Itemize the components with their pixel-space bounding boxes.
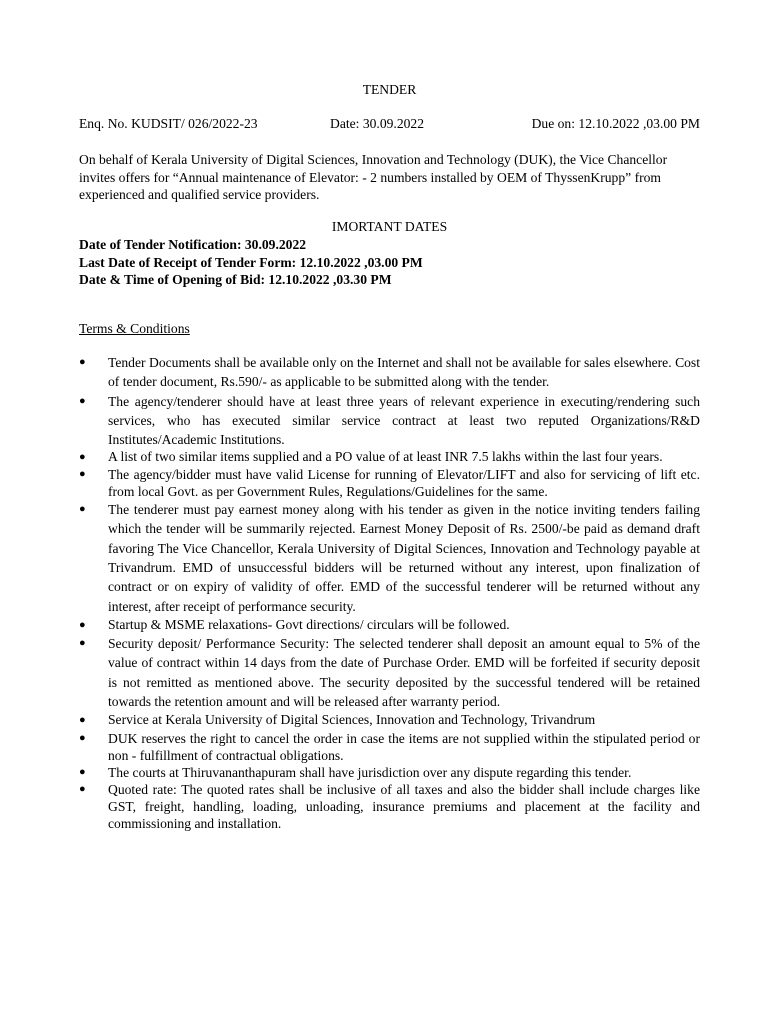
enquiry-header-row [79,115,700,133]
terms-item [79,764,700,781]
terms-list [79,353,700,832]
terms-item-text: Security deposit/ Performance Security: The selected tenderer shall deposit an amount equal to 5% of the value of contract within 14 days from the date of Purchase Order. EMD will be forfeited if security deposit is not remitted as mentioned above. The security deposited by the successful tendered will be retained towards the retention amount and will be released after warranty period. [108,636,700,710]
terms-item [79,500,700,616]
terms-item-text: Tender Documents shall be available only on the Internet and shall not be available for sales elsewhere. Cost of tender document, Rs.590/- as applicable to be submitted along with the tender. [108,355,700,390]
document-title: TENDER [362,82,417,97]
intro-paragraph: On behalf of Kerala University of Digital Sciences, Innovation and Technology (DUK), the Vice Chancellor invites offers for “Annual maintenance of Elevator: - 2 numbers installed by OEM of ThyssenKrupp” from experienced and qualified service providers. [79,152,668,202]
bullet-icon: ● [79,765,86,778]
bullet-icon: ● [79,618,86,631]
terms-item-text: The agency/bidder must have valid License for running of Elevator/LIFT and also for servicing of lift etc. from local Govt. as per Government Rules, Regulations/Guidelines for the same. [108,467,700,500]
important-date-item: Date of Tender Notification: 30.09.2022 [79,237,307,252]
bullet-icon: ● [79,714,86,727]
important-date-item: Last Date of Receipt of Tender Form: 12.10.2022 ,03.00 PM [79,254,423,270]
terms-item-text: The courts at Thiruvananthapuram shall have jurisdiction over any dispute regarding this tender. [108,764,632,780]
bullet-icon: ● [79,356,86,368]
terms-item-text: Startup & MSME relaxations- Govt directions/ circulars will be followed. [108,616,510,632]
terms-item [79,616,700,634]
terms-item [79,634,700,711]
terms-item-text: DUK reserves the right to cancel the order in case the items are not supplied within the stipulated period or non - fulfillment of contractual obligations. [108,730,700,763]
terms-item-text: A list of two similar items supplied and a PO value of at least INR 7.5 lakhs within the last four years. [108,449,663,465]
terms-item-text: Service at Kerala University of Digital Sciences, Innovation and Technology, Trivandrum [108,712,596,728]
bullet-icon: ● [79,782,86,795]
enquiry-due-date: Due on: 12.10.2022 ,03.00 PM [531,116,700,131]
terms-title: Terms & Conditions [79,321,190,336]
bullet-icon: ● [79,503,86,516]
bullet-icon: ● [79,451,86,464]
important-dates-list [79,236,700,289]
terms-item-text: The agency/tenderer should have at least three years of relevant experience in executing/rendering such services, who has executed similar service contract at least two reputed Organizations/R&D Institutes/Academic Institutions. [108,393,700,448]
terms-item [79,449,700,466]
terms-item [79,353,700,392]
terms-item [79,730,700,764]
enquiry-number: Enq. No. KUDSIT/ 026/2022-23 [79,116,258,131]
enquiry-date: Date: 30.09.2022 [330,116,425,131]
bullet-icon: ● [79,637,86,650]
terms-item-text: Quoted rate: The quoted rates shall be inclusive of all taxes and also the bidder shall include charges like GST, freight, handling, loading, unloading, insurance premiums and placement at the facility and commissioning and installation. [108,781,700,831]
important-date-item: Date & Time of Opening of Bid: 12.10.2022 ,03.30 PM [79,272,392,287]
terms-item [79,466,700,500]
bullet-icon: ● [79,468,86,481]
terms-item [79,392,700,450]
terms-item [79,711,700,729]
important-dates-title: IMORTANT DATES [331,219,448,234]
terms-item-text: The tenderer must pay earnest money along with his tender as given in the notice inviting tenders failing which the tender will be summarily rejected. Earnest Money Deposit of Rs. 2500/-be paid as demand draft favoring The Vice Chancellor, Kerala University of Digital Sciences, Innovation and Technology payable at Trivandrum. EMD of unsuccessful bidders will be returned without any interest, upon finalization of contract or on expiry of validity of offer. EMD of the successful tenderer will be returned without any interest, after receipt of performance security. [108,502,700,614]
bullet-icon: ● [79,731,86,744]
bullet-icon: ● [79,394,86,407]
terms-item [79,781,700,832]
